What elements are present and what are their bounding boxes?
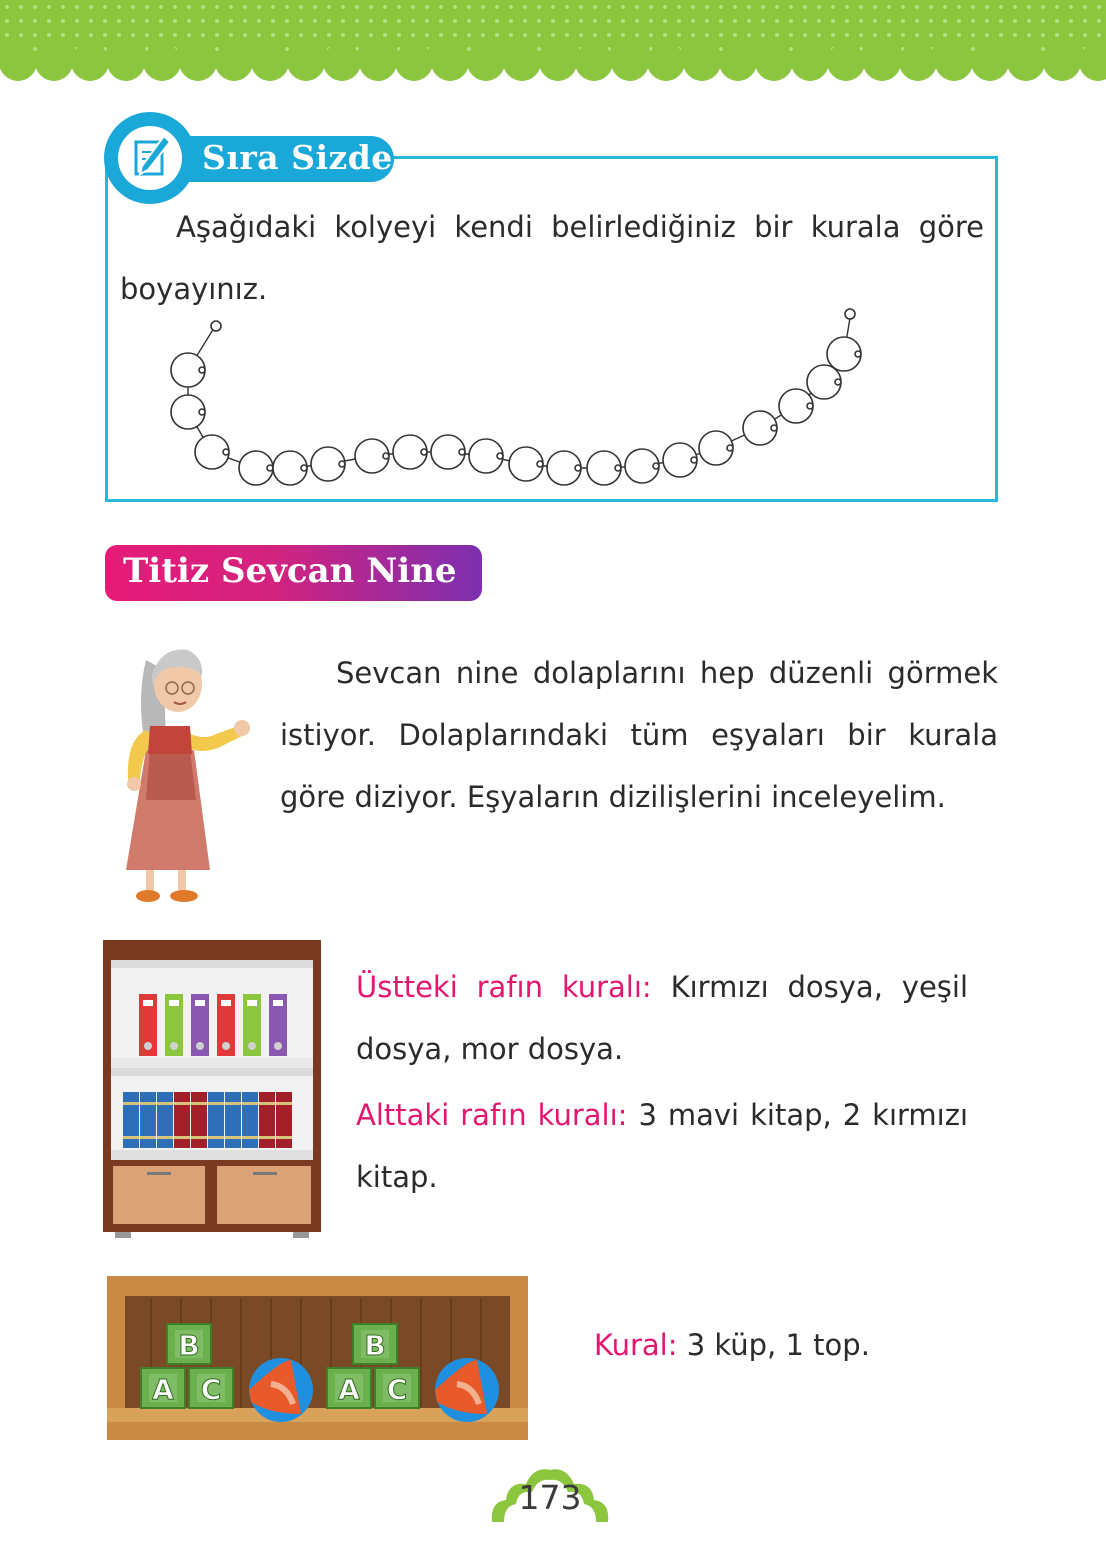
bottom-shelf-rule-text: 3 mavi kitap, 2 kırmızı kitap. [356,1098,969,1194]
book [259,1092,275,1148]
top-shelf-rule-label: Üstteki rafın kuralı: [356,970,652,1004]
header-band [0,0,1106,82]
grandma-illustration [106,630,256,910]
story-text: Sevcan nine dolaplarını hep düzenli görmek istiyor. Dolaplarındaki tüm eşyaları bir kurala göre diziyor. Eşyaların dizilişlerini inceleyelim. [280,656,998,814]
story-banner [105,545,482,601]
book [157,1092,173,1148]
sira-sizde-title: Sıra Sizde [202,138,393,177]
blocks-rule-label: Kural: [594,1328,678,1362]
bookshelf-illustration [103,940,321,1240]
sira-sizde-badge [104,112,196,204]
top-shelf-rule [356,956,968,1080]
svg-text:B: B [364,1329,386,1362]
book [191,1092,207,1148]
top-shelf-rule-text: Kırmızı dosya, yeşil dosya, mor dosya. [356,970,969,1066]
svg-text:C: C [386,1373,408,1406]
book [174,1092,190,1148]
story-title: Titiz Sevcan Nine [123,551,457,591]
svg-text:A: A [152,1373,174,1406]
necklace-to-color[interactable] [160,300,880,500]
book [225,1092,241,1148]
blocks-rule-text: 3 küp, 1 top. [686,1328,870,1362]
page-number: 173 [518,1478,582,1517]
svg-text:C: C [200,1373,222,1406]
bottom-shelf-rule-label: Alttaki rafın kuralı: [356,1098,628,1132]
book [123,1092,139,1148]
book [208,1092,224,1148]
book [140,1092,156,1148]
svg-text:B: B [178,1329,200,1362]
book [242,1092,258,1148]
sira-sizde-tab [104,112,394,204]
blocks-shelf-illustration [107,1276,528,1440]
book [276,1092,292,1148]
sira-sizde-instruction: Aşağıdaki kolyeyi kendi belirlediğiniz bir kurala göre boyayınız. [120,210,984,306]
pencil-paper-icon [118,126,182,190]
blocks-rule [594,1314,994,1376]
svg-text:A: A [338,1373,360,1406]
bottom-shelf-rule [356,1084,968,1208]
page-number-badge [486,1458,614,1526]
